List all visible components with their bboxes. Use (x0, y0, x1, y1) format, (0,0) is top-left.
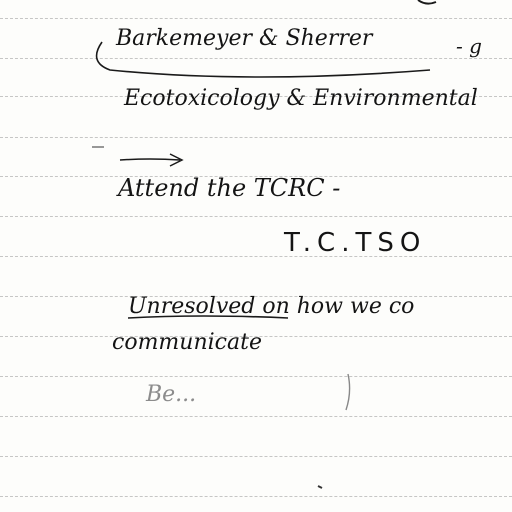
ruled-line (0, 416, 512, 417)
ruled-line (0, 137, 512, 138)
ruled-line (0, 58, 512, 59)
ruled-line (0, 216, 512, 217)
line-tc-tso: T.C.TSO (284, 228, 427, 258)
arrow-shaft (120, 159, 180, 160)
line-barkemeyer-sherrer: Barkemeyer & Sherrer (116, 26, 373, 51)
dot-mark (318, 486, 322, 488)
ruled-line (0, 376, 512, 377)
line-unresolved: Unresolved on how we co (128, 294, 415, 319)
line-ecotoxicology: Ecotoxicology & Environmental (124, 86, 478, 111)
line-attend-tcrc: Attend the TCRC - (118, 174, 341, 202)
ruled-line (0, 18, 512, 19)
line-communicate: communicate (112, 330, 262, 355)
faint-stroke (346, 374, 350, 410)
ruled-line (0, 456, 512, 457)
ruled-line (0, 496, 512, 497)
arrow-head (170, 154, 182, 166)
line-faint-bottom: Be... (146, 382, 197, 407)
ruled-line (0, 256, 512, 257)
pen-stroke-fragment (418, 0, 436, 4)
line-1-tail: - g (456, 34, 482, 58)
